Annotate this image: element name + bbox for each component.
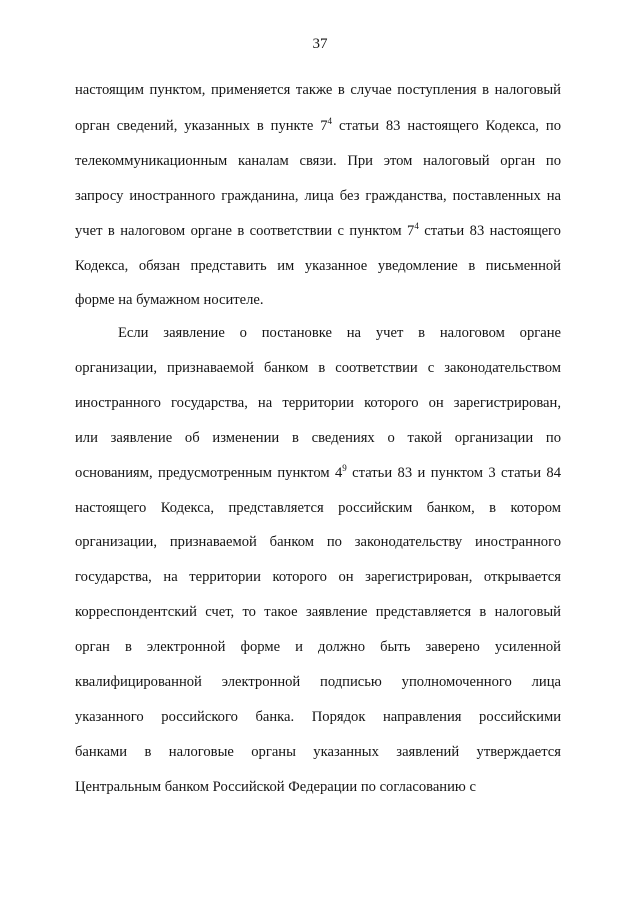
text-segment: иностранного государства, на территории которого он зарегистрирован,	[75, 395, 561, 411]
text-line	[75, 79, 561, 101]
text-line	[75, 427, 561, 449]
text-segment: статьи 83 и пунктом 3 статьи 84	[346, 465, 561, 481]
text-segment: Если заявление о постановке на учет в налоговом органе	[118, 325, 561, 341]
page-number: 37	[312, 36, 328, 52]
text-segment: указанного российского банка. Порядок направления российскими	[75, 709, 561, 725]
text-segment: корреспондентский счет, то такое заявление представляется в налоговый	[75, 604, 561, 620]
text-line	[75, 741, 561, 763]
text-segment: форме на бумажном носителе.	[75, 292, 264, 308]
text-line	[75, 462, 561, 484]
text-line	[75, 671, 561, 693]
text-line	[75, 392, 561, 414]
text-segment: статьи 83 настоящего Кодекса, по	[332, 118, 561, 134]
text-segment: запросу иностранного гражданина, лица без гражданства, поставленных на	[75, 188, 561, 204]
text-segment: настоящим пунктом, применяется также в случае поступления в налоговый	[75, 82, 561, 98]
text-segment: учет в налоговом органе в соответствии с пунктом 7	[75, 223, 415, 239]
text-segment: статьи 83 настоящего	[418, 223, 561, 239]
text-line	[75, 289, 561, 311]
text-line	[75, 255, 561, 277]
text-segment: банками в налоговые органы указанных заявлений утверждается	[75, 744, 561, 760]
text-line	[75, 185, 561, 207]
text-line	[75, 636, 561, 658]
text-segment: или заявление об изменении в сведениях о такой организации по	[75, 430, 561, 446]
superscript: 9	[342, 463, 347, 473]
text-line	[75, 497, 561, 519]
text-line	[75, 776, 561, 798]
text-segment: орган в электронной форме и должно быть заверено усиленной	[75, 639, 561, 655]
text-line	[75, 115, 561, 137]
text-line	[75, 601, 561, 623]
text-segment: телекоммуникационным каналам связи. При этом налоговый орган по	[75, 153, 561, 169]
text-segment: организации, признаваемой банком в соответствии с законодательством	[75, 360, 561, 376]
superscript: 4	[327, 116, 333, 126]
text-line	[75, 357, 561, 379]
text-line	[75, 706, 561, 728]
text-line	[75, 150, 561, 172]
text-segment: Кодекса, обязан представить им указанное уведомление в письменной	[75, 258, 561, 274]
text-segment: орган сведений, указанных в пункте 7	[75, 118, 328, 134]
text-line	[75, 566, 561, 588]
text-segment: основаниям, предусмотренным пунктом 4	[75, 465, 343, 481]
text-segment: квалифицированной электронной подписью уполномоченного лица	[75, 674, 561, 690]
text-segment: настоящего Кодекса, представляется российским банком, в котором	[75, 500, 561, 516]
text-line	[75, 531, 561, 553]
superscript: 4	[414, 221, 419, 231]
text-segment: государства, на территории которого он зарегистрирован, открывается	[75, 569, 561, 585]
text-line	[75, 220, 561, 242]
text-line	[75, 322, 561, 344]
text-segment: организации, признаваемой банком по законодательству иностранного	[75, 534, 561, 550]
text-segment: Центральным банком Российской Федерации по согласованию с	[75, 779, 476, 795]
